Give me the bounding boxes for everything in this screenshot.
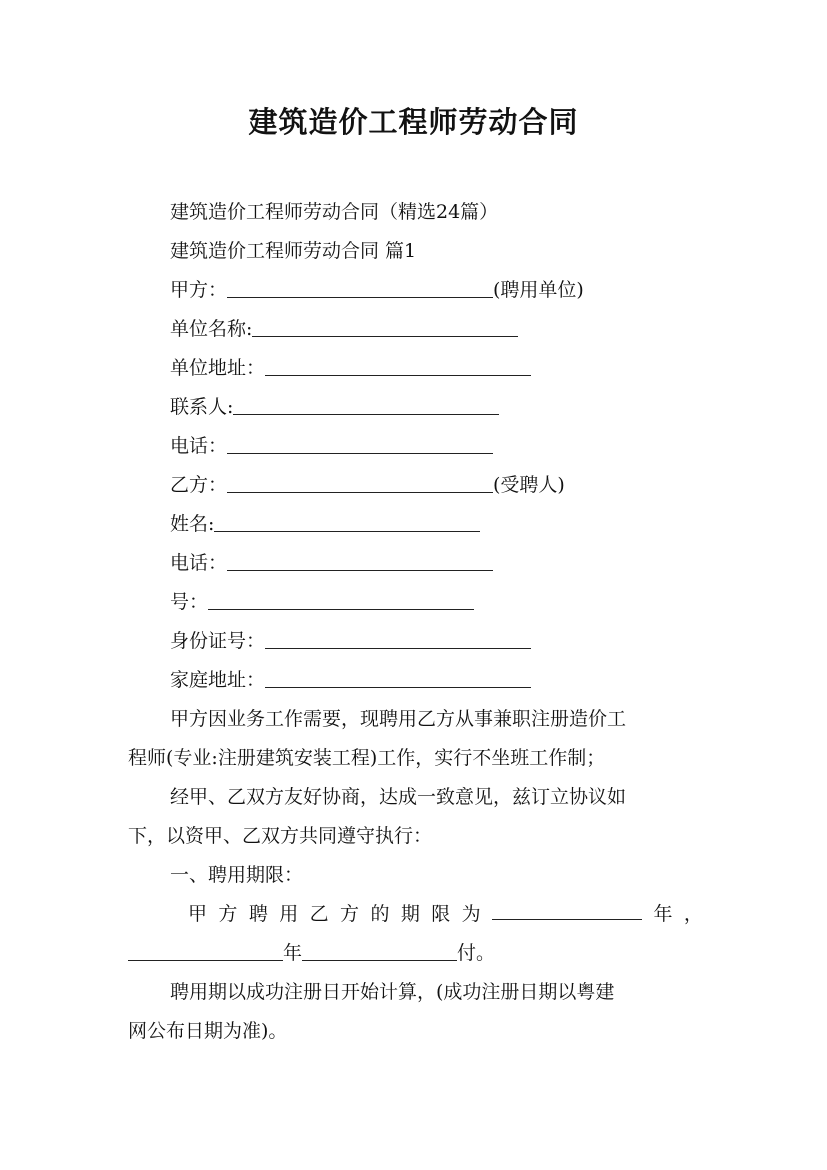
paragraph-3-line-1: 聘用期以成功注册日开始计算，(成功注册日期以粤建	[170, 981, 615, 1003]
term-char: 为	[461, 903, 481, 925]
phone-b-label: 电话：	[170, 552, 228, 574]
term-char: 甲	[188, 903, 208, 925]
term-char: 聘	[248, 903, 268, 925]
party-b-line	[170, 476, 565, 495]
term-start-blank	[492, 918, 642, 920]
party-a-line	[170, 281, 584, 300]
id-label: 身份证号：	[170, 630, 266, 652]
party-a-blank	[227, 296, 493, 298]
name-blank	[214, 530, 480, 532]
phone-a-blank	[227, 452, 493, 454]
item-1-heading: 一、聘用期限：	[170, 864, 304, 886]
term-char: 限	[431, 903, 451, 925]
id-blank	[265, 647, 531, 649]
section-heading: 建筑造价工程师劳动合同 篇1	[170, 240, 417, 262]
term-comma: ，	[683, 903, 703, 925]
paragraph-2-line-2: 下，以资甲、乙双方共同遵守执行：	[128, 825, 433, 847]
unit-name-line	[170, 320, 518, 339]
term-mid-blank	[128, 959, 283, 961]
paragraph-3-line-2: 网公布日期为准)。	[128, 1020, 288, 1042]
party-b-blank	[227, 491, 493, 493]
term-year-2: 年	[283, 942, 303, 964]
term-line	[188, 905, 703, 924]
party-b-label: 乙方：	[170, 474, 228, 496]
unit-address-line	[170, 359, 531, 378]
contact-label: 联系人:	[170, 396, 234, 418]
phone-b-blank	[227, 569, 493, 571]
subtitle-line: 建筑造价工程师劳动合同（精选24篇）	[170, 201, 499, 223]
term-char: 方	[218, 903, 238, 925]
paragraph-1-line-1: 甲方因业务工作需要，现聘用乙方从事兼职注册造价工	[170, 708, 627, 730]
id-line	[170, 632, 531, 651]
phone-a-line	[170, 437, 493, 456]
term-char: 的	[370, 903, 390, 925]
unit-address-blank	[265, 374, 531, 376]
contact-blank	[233, 413, 499, 415]
home-address-blank	[265, 686, 531, 688]
paragraph-2-line-1: 经甲、乙双方友好协商，达成一致意见，兹订立协议如	[170, 786, 627, 808]
party-a-label: 甲方：	[170, 279, 228, 301]
term-char: 用	[279, 903, 299, 925]
name-line	[170, 515, 480, 534]
term-char: 期	[400, 903, 420, 925]
phone-a-label: 电话：	[170, 435, 228, 457]
unit-name-blank	[252, 335, 518, 337]
party-a-suffix: (聘用单位)	[493, 279, 584, 301]
term-char: 方	[340, 903, 360, 925]
document-title: 建筑造价工程师劳动合同	[248, 105, 579, 139]
term-end-blank	[302, 959, 457, 961]
unit-name-label: 单位名称:	[170, 318, 253, 340]
party-b-suffix: (受聘人)	[493, 474, 565, 496]
term-char: 乙	[309, 903, 329, 925]
term-end: 付。	[457, 942, 496, 964]
number-line	[170, 593, 474, 612]
term-year-1: 年	[653, 903, 673, 925]
name-label: 姓名:	[170, 513, 215, 535]
number-label: 号：	[170, 591, 209, 613]
number-blank	[208, 608, 474, 610]
contact-line	[170, 398, 499, 417]
phone-b-line	[170, 554, 493, 573]
home-address-label: 家庭地址：	[170, 669, 266, 691]
unit-address-label: 单位地址：	[170, 357, 266, 379]
paragraph-1-line-2: 程师(专业:注册建筑安装工程)工作，实行不坐班工作制；	[128, 747, 606, 769]
home-address-line	[170, 671, 531, 690]
term-line-2	[128, 944, 495, 963]
